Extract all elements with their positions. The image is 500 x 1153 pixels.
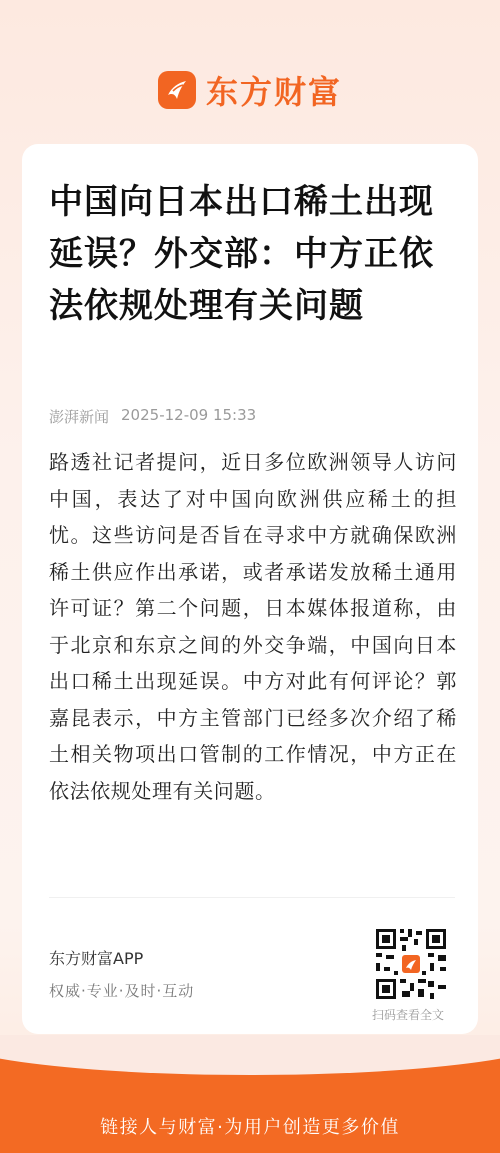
- article-body: 路透社记者提问，近日多位欧洲领导人访问中国，表达了对中国向欧洲供应稀土的担忧。这些访问是否旨在寻求中方就确保欧洲稀土供应作出承诺，或者承诺发放稀土通用许可证？第二个问题，日本媒体报道称，由于北京和东京之间的外交争端，中国向日本出口稀土出现延误。中方对此有何评论？郭嘉昆表示，中方主管部门已经多次介绍了稀土相关物项出口管制的工作情况，中方正在依法依规处理有关问题。: [49, 450, 457, 803]
- article-card: [22, 144, 478, 1034]
- article-datetime: 2025-12-09 15:33: [121, 406, 257, 424]
- article-meta: [49, 406, 256, 427]
- brand-name: 东方财富: [205, 73, 342, 111]
- footer-curve: [0, 1035, 500, 1075]
- qr-code-icon[interactable]: [374, 927, 448, 1001]
- article-source: 澎湃新闻: [49, 408, 110, 426]
- divider: [49, 897, 455, 898]
- footer-banner: [0, 1035, 500, 1153]
- brand-header: [0, 66, 500, 114]
- app-name: 东方财富APP: [49, 949, 144, 968]
- footer-tagline: 链接人与财富·为用户创造更多价值: [100, 1117, 400, 1138]
- app-slogan: 权威·专业·及时·互动: [49, 982, 195, 1000]
- qr-hint: 扫码查看全文: [372, 1008, 445, 1022]
- eastmoney-logo-icon: [158, 71, 196, 109]
- article-title: 中国向日本出口稀土出现延误？外交部：中方正依法依规处理有关问题: [49, 182, 434, 326]
